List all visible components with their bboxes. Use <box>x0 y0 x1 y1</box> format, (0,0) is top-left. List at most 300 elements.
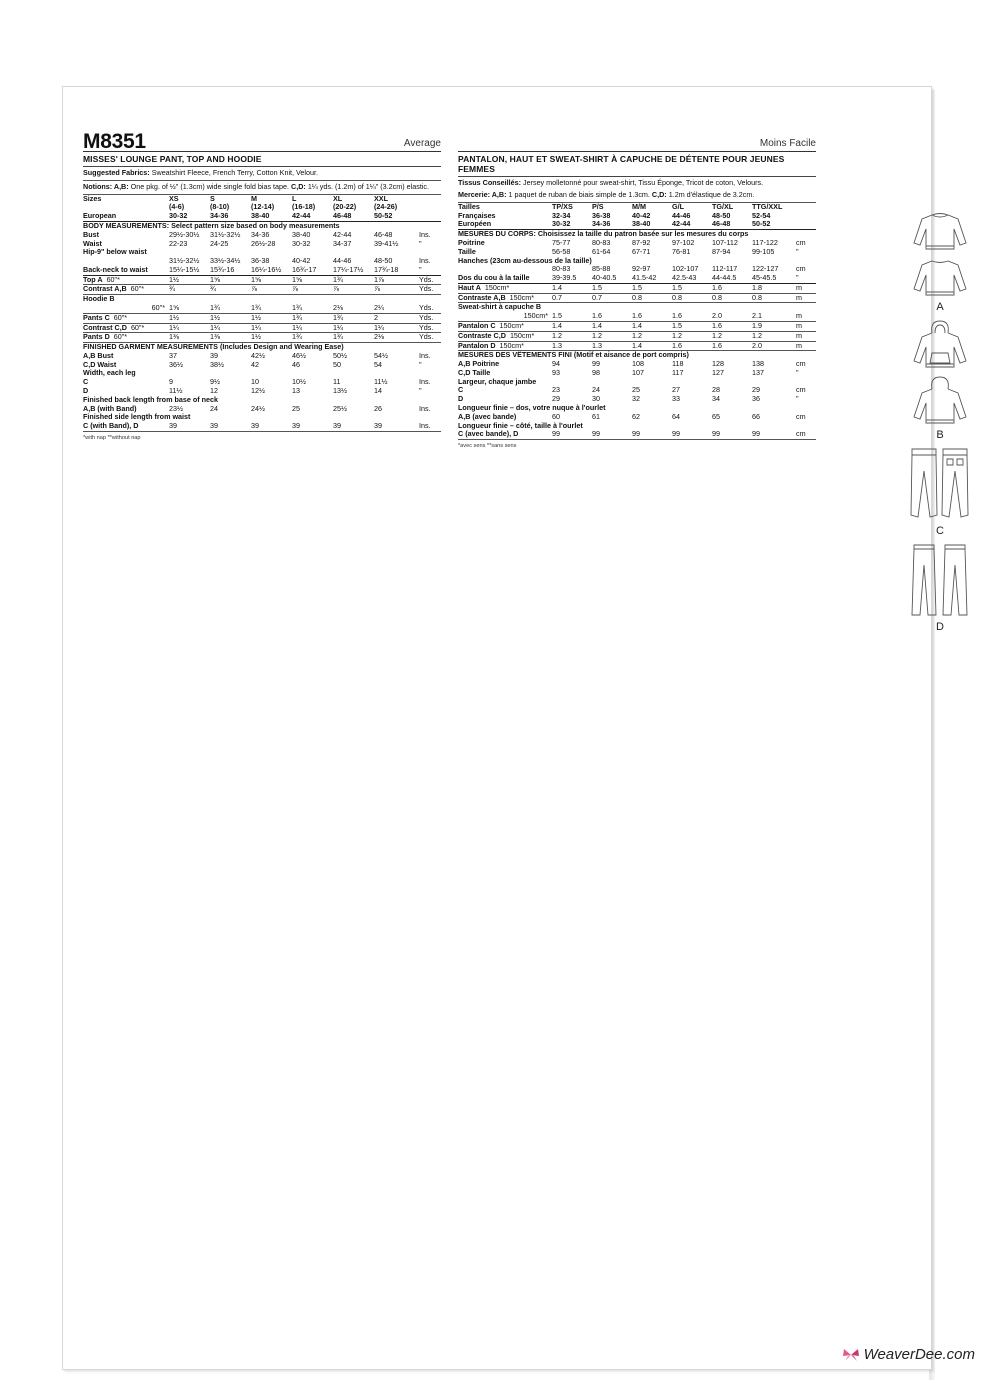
finished-title: FINISHED GARMENT MEASUREMENTS (Includes Design and Wearing Ease) <box>83 342 344 352</box>
value-cell: 99 <box>592 360 600 369</box>
value-cell: 1.6 <box>592 312 632 321</box>
value-cell: 107 <box>632 368 644 377</box>
value-cell: 36-38 <box>251 257 270 266</box>
row-label: Taille <box>458 247 476 256</box>
unit-cell: cm <box>792 430 816 439</box>
fabric-width: 60"* <box>83 304 169 313</box>
unit-cell: Yds. <box>415 313 441 323</box>
french-size: 40-42 <box>632 211 651 220</box>
sizes-label: Tailles <box>458 202 480 211</box>
size-header: TTG/XXL <box>752 202 783 211</box>
notions-fr: Mercerie: A,B: 1 paquet de ruban de biais simple de 1.3cm. C,D: 1.2m d'élastique de 3.2cm. <box>458 189 816 203</box>
brand-name: WeaverDee.com <box>863 1346 975 1363</box>
value-cell: 48-50 <box>374 257 393 266</box>
us-size: (8-10) <box>210 203 230 212</box>
value-cell: 1.2 <box>712 331 752 341</box>
view-c-pants-sketch <box>909 447 971 523</box>
european-size: 46-48 <box>712 220 752 229</box>
value-cell: 62 <box>632 412 640 421</box>
value-cell: 1¼ <box>251 323 292 333</box>
value-cell: 60 <box>552 412 560 421</box>
value-cell: 31½-32½ <box>169 257 200 266</box>
row-label: Bust <box>83 230 99 239</box>
value-cell: 1¼ <box>169 323 210 333</box>
value-cell: 1.4 <box>552 321 592 331</box>
value-cell: 38½ <box>210 360 224 369</box>
value-cell: 50½ <box>333 351 347 360</box>
value-cell: 23½ <box>169 404 183 413</box>
sizes-label: Sizes <box>83 194 102 203</box>
value-cell: 15¾-16 <box>210 266 251 275</box>
view-a-top-sketch-front <box>912 211 968 253</box>
yardage-row <box>458 283 816 293</box>
value-cell: 99 <box>672 430 712 439</box>
yardage-row <box>83 333 441 343</box>
fabric-width: 60"* <box>106 275 120 284</box>
unit-cell: Ins. <box>419 230 431 239</box>
yardage-row <box>83 313 441 323</box>
francaises-label: Françaises <box>458 211 496 220</box>
unit-cell: " <box>796 368 799 377</box>
unit-cell: " <box>796 247 799 256</box>
value-cell: 85-88 <box>592 265 611 274</box>
value-cell: 38-40 <box>292 230 311 239</box>
value-cell: 108 <box>632 360 644 369</box>
value-cell: 117-122 <box>752 238 778 247</box>
hip-label-row <box>458 257 816 266</box>
european-size: 34-36 <box>592 220 632 229</box>
european-label: European <box>83 212 169 221</box>
value-cell: 1¾ <box>292 304 333 313</box>
width-label: Width, each leg <box>83 369 136 378</box>
yardage-row <box>83 285 441 295</box>
value-cell: 39 <box>210 351 218 360</box>
unit-cell: m <box>792 283 816 293</box>
unit-cell: " <box>419 387 422 396</box>
view-b-hoodie-sketch-back <box>912 375 968 427</box>
unit-cell: Ins. <box>415 422 441 431</box>
value-cell: 0.8 <box>752 293 792 303</box>
width-label: Largeur, chaque jambe <box>458 377 537 386</box>
row-label-text: Pants D <box>83 332 110 342</box>
yardage-row <box>83 323 441 333</box>
row-label <box>83 275 169 285</box>
european-size: 30-32 <box>169 212 210 221</box>
value-cell: 2 <box>374 313 415 323</box>
value-cell: 36½ <box>169 360 183 369</box>
value-cell: 80-83 <box>552 265 571 274</box>
unit-cell: Yds. <box>415 333 441 343</box>
back-length-row <box>458 413 816 422</box>
value-cell: ⅞ <box>292 285 333 295</box>
size-chart-fr <box>458 203 816 440</box>
value-cell: 1⅝ <box>169 304 210 313</box>
unit-cell: Yds. <box>415 285 441 295</box>
view-label-a: A <box>936 301 944 313</box>
value-cell: ¾ <box>210 285 251 295</box>
value-cell: 1¾ <box>292 333 333 343</box>
back-length-label-row <box>458 404 816 413</box>
value-cell: 1.4 <box>632 341 672 351</box>
value-cell: 118 <box>672 360 684 369</box>
fabric-width: 150cm* <box>484 283 510 292</box>
fabric-width: 60"* <box>130 284 145 294</box>
body-measurements-heading <box>458 230 816 239</box>
french-size: 32-34 <box>552 211 571 220</box>
european-size: 42-44 <box>672 220 712 229</box>
size-header: XS <box>169 194 179 203</box>
size-header: P/S <box>592 202 604 211</box>
size-header: S <box>210 194 215 203</box>
value-cell: 75-77 <box>552 238 571 247</box>
value-cell: 33½-34½ <box>210 257 241 266</box>
value-cell: 2.1 <box>752 312 792 321</box>
european-size: 30-32 <box>552 220 592 229</box>
row-label <box>458 265 552 274</box>
spacer <box>792 212 816 221</box>
value-cell: 25½ <box>333 404 347 413</box>
european-row <box>458 220 816 229</box>
value-cell: 1.4 <box>592 321 632 331</box>
value-cell: 127 <box>712 368 724 377</box>
value-cell: 2⅛ <box>333 304 374 313</box>
value-cell: 42½ <box>251 351 265 360</box>
value-cell: 0.7 <box>592 293 632 303</box>
row-label: C (avec bande), D <box>458 430 552 439</box>
french-size: 52-54 <box>752 211 771 220</box>
value-cell: 1.6 <box>672 312 712 321</box>
value-cell: 1¾ <box>292 313 333 323</box>
value-cell: 1⅝ <box>210 275 251 285</box>
value-cell: 10 <box>251 378 259 387</box>
row-label: Waist <box>83 239 102 248</box>
value-cell: 46½ <box>292 351 306 360</box>
value-cell: 15¼-15½ <box>169 266 210 275</box>
value-cell: 99 <box>752 430 792 439</box>
side-length-label: Longueur finie – côté, taille à l'ourlet <box>458 421 583 430</box>
size-header: TP/XS <box>552 202 573 211</box>
value-cell: 1⅜ <box>169 333 210 343</box>
value-cell: 56-58 <box>552 247 571 256</box>
value-cell: 39-41½ <box>374 239 399 248</box>
value-cell: 39 <box>374 422 415 431</box>
value-cell: 12½ <box>251 387 265 396</box>
view-label-d: D <box>936 621 944 633</box>
unit-cell: " <box>419 239 422 248</box>
fabric-width: 60"* <box>113 332 128 342</box>
european-row <box>83 212 441 221</box>
back-neck-row <box>83 266 441 275</box>
value-cell: 122-127 <box>752 265 779 274</box>
value-cell: 1.2 <box>752 331 792 341</box>
value-cell: 1.5 <box>672 321 712 331</box>
spacer <box>415 195 441 204</box>
value-cell: 138 <box>752 360 764 369</box>
value-cell: 1.6 <box>712 341 752 351</box>
value-cell: 1.2 <box>552 331 592 341</box>
row-label <box>83 257 169 266</box>
body-row <box>458 248 816 257</box>
row-label <box>83 333 169 343</box>
value-cell: 32 <box>632 395 640 404</box>
value-cell: 41.5-42 <box>632 274 672 283</box>
value-cell: 11 <box>333 378 341 387</box>
value-cell: 10½ <box>292 378 306 387</box>
hip-label-row <box>83 248 441 257</box>
value-cell: 1¾ <box>333 313 374 323</box>
french-section <box>458 127 816 449</box>
size-header: M/M <box>632 202 646 211</box>
value-cell: 98 <box>592 368 600 377</box>
yardage-row <box>458 341 816 351</box>
hip-row <box>458 265 816 274</box>
size-header: L <box>292 194 297 203</box>
body-row <box>83 231 441 240</box>
value-cell: 1¾ <box>251 304 292 313</box>
unit-cell: Yds. <box>415 275 441 285</box>
us-size: (4-6) <box>169 203 185 212</box>
value-cell: 99 <box>592 430 632 439</box>
value-cell: 34-36 <box>251 230 270 239</box>
width-row <box>83 387 441 396</box>
unit-cell: cm <box>796 265 806 274</box>
unit-cell: Ins. <box>419 378 431 387</box>
body-measurements-title: BODY MEASUREMENTS: Select pattern size based on body measurements <box>83 221 340 230</box>
row-label: C,D Waist <box>83 360 117 369</box>
value-cell: 29 <box>552 395 560 404</box>
view-d-pants-sketch <box>909 543 971 619</box>
yardage-row <box>458 293 816 303</box>
value-cell: 99 <box>632 430 672 439</box>
european-size: 42-44 <box>292 212 333 221</box>
unit-cell: Yds. <box>415 304 441 313</box>
value-cell: 1⅝ <box>292 275 333 285</box>
finished-row <box>458 360 816 369</box>
unit-cell: m <box>792 312 816 321</box>
back-length-label-row <box>83 396 441 405</box>
row-label-text: Contraste A,B <box>458 293 506 302</box>
fabric-width: 150cm* <box>509 293 535 302</box>
row-label: Dos du cou à la taille <box>458 274 552 283</box>
value-cell: 25 <box>292 404 300 413</box>
value-cell: 1.8 <box>752 283 792 293</box>
row-label <box>83 313 169 323</box>
hoodie-label-row <box>458 303 816 312</box>
value-cell: 26 <box>374 404 382 413</box>
row-label-text: Haut A <box>458 283 481 292</box>
pattern-number: M8351 <box>83 130 146 153</box>
fabric-width: 60"* <box>113 313 128 322</box>
value-cell: 14 <box>374 387 382 396</box>
row-label <box>458 283 552 293</box>
fabric-width: 150cm* <box>509 331 535 340</box>
unit-cell: " <box>796 395 799 404</box>
value-cell: 1¾ <box>333 333 374 343</box>
suggested-fabrics: Suggested Fabrics: Sweatshirt Fleece, French Terry, Cotton Knit, Velour. <box>83 167 441 181</box>
value-cell: 37 <box>169 351 177 360</box>
value-cell: 2¼ <box>374 304 415 313</box>
value-cell: 39 <box>333 422 374 431</box>
value-cell: 33 <box>672 395 680 404</box>
us-size: (12-14) <box>251 203 275 212</box>
value-cell: 137 <box>752 368 764 377</box>
value-cell: 39-39.5 <box>552 274 592 283</box>
finished-row <box>83 361 441 370</box>
hoodie-label-row <box>83 295 441 304</box>
body-measurements-heading <box>83 221 441 230</box>
pattern-envelope-back <box>62 86 944 1370</box>
fabric-width: 60"* <box>130 323 145 332</box>
row-label: D <box>458 395 464 404</box>
value-cell: 34-37 <box>333 239 352 248</box>
value-cell: 1¾ <box>210 304 251 313</box>
hoodie-row <box>458 312 816 321</box>
spacer <box>415 212 441 221</box>
yardage-row <box>458 331 816 341</box>
notions: Notions: A,B: One pkg. of ½" (1.3cm) wide single fold bias tape. C,D: 1¼ yds. (1.2m) of 1¼" (3.2cm) elastic. <box>83 181 441 195</box>
value-cell: 39 <box>292 422 333 431</box>
value-cell: 0.8 <box>712 293 752 303</box>
unit-cell: " <box>792 274 816 283</box>
value-cell: 45-45.5 <box>752 274 792 283</box>
unit-cell: cm <box>796 238 806 247</box>
value-cell: 13½ <box>333 387 347 396</box>
european-size: 34-36 <box>210 212 251 221</box>
back-length-label: Longueur finie – dos, votre nuque à l'ourlet <box>458 404 606 412</box>
row-label <box>83 285 169 295</box>
value-cell: 92-97 <box>632 265 651 274</box>
width-row <box>458 386 816 395</box>
value-cell: 112-117 <box>712 265 738 274</box>
value-cell: 16¼-16½ <box>251 266 292 275</box>
value-cell: 40-42 <box>292 257 311 266</box>
row-label <box>458 321 552 331</box>
value-cell: 30-32 <box>292 239 311 248</box>
finished-title: MESURES DES VÊTEMENTS FINI (Motif et aisance de port compris) <box>458 350 689 360</box>
row-label-text: Top A <box>83 275 103 284</box>
value-cell: 2.0 <box>712 312 752 321</box>
value-cell: 1⅞ <box>374 275 415 285</box>
fabric-width: 150cm* <box>499 341 524 350</box>
european-size: 50-52 <box>752 220 792 229</box>
value-cell: 1½ <box>169 313 210 323</box>
side-length-label-row <box>458 422 816 431</box>
value-cell: 29½-30½ <box>169 230 200 239</box>
size-header: XXL <box>374 194 388 203</box>
value-cell: 24 <box>210 404 218 413</box>
spacer <box>415 203 441 212</box>
value-cell: 117 <box>672 368 684 377</box>
value-cell: 1.2 <box>632 331 672 341</box>
yardage-row <box>83 275 441 285</box>
value-cell: 39 <box>251 422 292 431</box>
row-label <box>458 293 552 303</box>
value-cell: 1.5 <box>672 283 712 293</box>
french-header <box>458 127 816 152</box>
view-a-top-sketch-back <box>912 257 968 299</box>
value-cell: 1.6 <box>712 321 752 331</box>
footnote-en: *with nap **without nap <box>83 434 141 441</box>
francaises-row <box>458 212 816 221</box>
value-cell: 65 <box>712 412 720 421</box>
value-cell: 76-81 <box>672 247 691 256</box>
value-cell: 44-46 <box>333 257 352 266</box>
unit-cell: " <box>419 360 422 369</box>
unit-cell: " <box>415 266 441 275</box>
width-label-row <box>458 378 816 387</box>
unit-cell: cm <box>796 412 806 421</box>
finished-heading <box>83 343 441 352</box>
unit-cell: m <box>792 341 816 351</box>
value-cell: 1¼ <box>374 323 415 333</box>
value-cell: 66 <box>752 412 760 421</box>
row-label-text: Pants C <box>83 313 110 322</box>
suggested-fabrics-fr: Tissus Conseillés: Jersey molletonné pour sweat-shirt, Tissu Éponge, Tricot de coton, Velours. <box>458 178 764 188</box>
us-size: (16-18) <box>292 203 316 212</box>
row-label <box>458 341 552 351</box>
value-cell: 24 <box>592 386 600 395</box>
unit-cell: m <box>792 293 816 303</box>
value-cell: 1⅝ <box>251 275 292 285</box>
value-cell: 39 <box>169 422 210 431</box>
value-cell: 93 <box>552 368 560 377</box>
value-cell: 1.6 <box>712 283 752 293</box>
weaverdee-watermark <box>842 1347 975 1362</box>
value-cell: 99 <box>552 430 592 439</box>
value-cell: 1½ <box>210 313 251 323</box>
value-cell: 24½ <box>251 404 265 413</box>
side-length-row <box>83 422 441 431</box>
row-label: A,B (with Band) <box>83 404 137 413</box>
value-cell: 42 <box>251 360 259 369</box>
value-cell: 39 <box>210 422 251 431</box>
value-cell: 9 <box>169 378 173 387</box>
value-cell: 9½ <box>210 378 220 387</box>
view-label-b: B <box>936 429 944 441</box>
value-cell: 99 <box>712 430 752 439</box>
size-header: XL <box>333 194 343 203</box>
row-label-text: Pantalon C <box>458 321 496 330</box>
value-cell: 42-44 <box>333 230 352 239</box>
value-cell: ⅞ <box>251 285 292 295</box>
back-length-row <box>83 405 441 414</box>
us-size: (24-26) <box>374 203 398 212</box>
side-length-row <box>458 430 816 439</box>
value-cell: 1.5 <box>592 283 632 293</box>
side-length-label-row <box>83 413 441 422</box>
value-cell: 99-105 <box>752 247 775 256</box>
french-size: 36-38 <box>592 211 611 220</box>
value-cell: 1.6 <box>672 341 712 351</box>
hip-label: Hanches (23cm au-dessous de la taille) <box>458 256 592 265</box>
european-label: Européen <box>458 220 552 229</box>
footnote-fr: *avec sens **sans sens <box>458 443 517 450</box>
value-cell: 61-64 <box>592 247 611 256</box>
value-cell: 1.6 <box>632 312 672 321</box>
english-header <box>83 127 441 152</box>
value-cell: 30 <box>592 395 600 404</box>
view-sketches <box>901 211 979 639</box>
value-cell: 1½ <box>251 313 292 323</box>
value-cell: 1¼ <box>210 323 251 333</box>
view-label-c: C <box>936 525 944 537</box>
unit-cell: Yds. <box>415 323 441 333</box>
value-cell: 12 <box>210 387 218 396</box>
size-header: TG/XL <box>712 202 734 211</box>
value-cell: 50 <box>333 360 341 369</box>
value-cell: 1.4 <box>552 283 592 293</box>
butterfly-icon <box>842 1348 860 1362</box>
